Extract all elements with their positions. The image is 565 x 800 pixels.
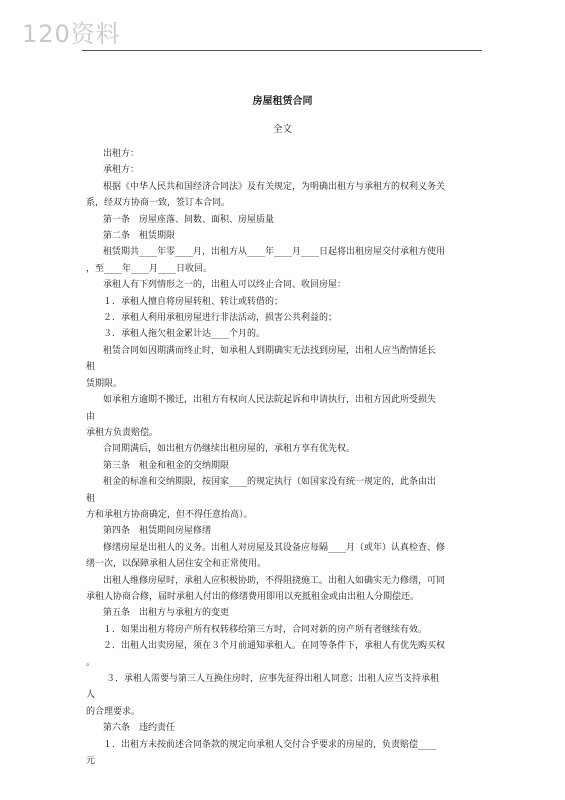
body-line: 方和承租方协商确定，但不得任意抬高）。 [86,509,253,520]
body-line: 元 [86,756,96,767]
document-subtitle: 全文 [272,124,292,135]
body-line: 如承租方逾期不搬迁，出租方有权向人民法院起诉和申请执行，出租方因此所受损失 [103,395,437,406]
body-line: 赁期限。 [86,378,123,389]
body-line: 合同期满后，如出租方仍继续出租房屋的，承租方享有优先权。 [103,444,356,455]
body-line: 租 [86,493,96,504]
body-line: ２．承租人利用承租房屋进行非法活动，损害公共利益的； [103,313,338,324]
body-line: 承租方： [103,165,140,176]
body-line: 租赁期共____年零____月，出租方从____年____月____日起将出租房屋交付承租方使用 [103,247,446,258]
body-line: 缮一次，以保障承租人居住安全和正常使用。 [86,559,267,570]
body-line: 系，经双方协商一致，签订本合同。 [86,198,231,209]
watermark-logo: 120资料 [22,20,121,48]
body-line: 第三条 租金和租金的交纳期限 [103,460,230,471]
body-line: ，至____年____月____日收回。 [86,263,213,274]
document-body [86,146,496,769]
body-line: 出租人维修房屋时，承租人应积极协助，不得阻挠施工。出租人如确实无力修缮，可同 [103,575,446,586]
header-rule [82,50,482,51]
body-line: 承租人有下列情形之一的，出租人可以终止合同、收回房屋： [103,280,347,291]
body-line: 承租人协商合修，届时承租人付出的修缮费用即用以充抵租金或由出租人分期偿还。 [86,591,420,602]
body-line: 第五条 出租方与承租方的变更 [103,608,230,619]
body-line: １．如果出租方将房产所有权转移给第三方时，合同对新的房产所有者继续有效。 [103,624,428,635]
body-line: 人 [86,690,96,701]
body-line: 租赁合同如因期满而终止时，如承租人到期确实无法找到房屋，出租人应当酌情延长 [103,345,437,356]
body-line: 由 [86,411,96,422]
body-line: ３．承租人需要与第三人互换住房时，应事先征得出租人同意；出租人应当支持承租 [106,674,440,684]
body-line: 第二条 租赁期限 [103,231,176,242]
body-line: 修缮房屋是出租人的义务。出租人对房屋及其设备应每隔____月（或年）认真检查、修 [103,542,446,553]
body-line: 第六条 违约责任 [103,723,176,734]
body-line: 租 [86,362,96,373]
document-title: 房屋租赁合同 [252,96,313,107]
body-line: 第一条 房屋座落、间数、面积、房屋质量 [103,214,275,225]
body-line: １．出租方未按前述合同条款的规定向承租人交付合乎要求的房屋的，负责赔偿____ [103,739,437,750]
body-line: 出租方： [103,149,140,159]
body-line: 的合理要求。 [86,706,141,717]
body-line: 根据《中华人民共和国经济合同法》及有关规定，为明确出租方与承租方的权利义务关 [103,181,446,192]
body-line: 。 [86,657,96,668]
body-line: 租金的标准和交纳期限，按国家____的规定执行（如国家没有统一规定的，此条由出 [103,477,437,488]
body-line: ３．承租人拖欠租金累计达____个月的。 [103,329,266,340]
body-line: ２．出租人出卖房屋，须在３个月前通知承租人。在同等条件下，承租人有优先购买权 [103,641,446,652]
body-line: １．承租人擅自将房屋转租、转让或转借的； [103,296,284,307]
body-line: 承租方负责赔偿。 [86,427,159,438]
body-line: 第四条 租赁期间房屋修缮 [103,526,212,537]
